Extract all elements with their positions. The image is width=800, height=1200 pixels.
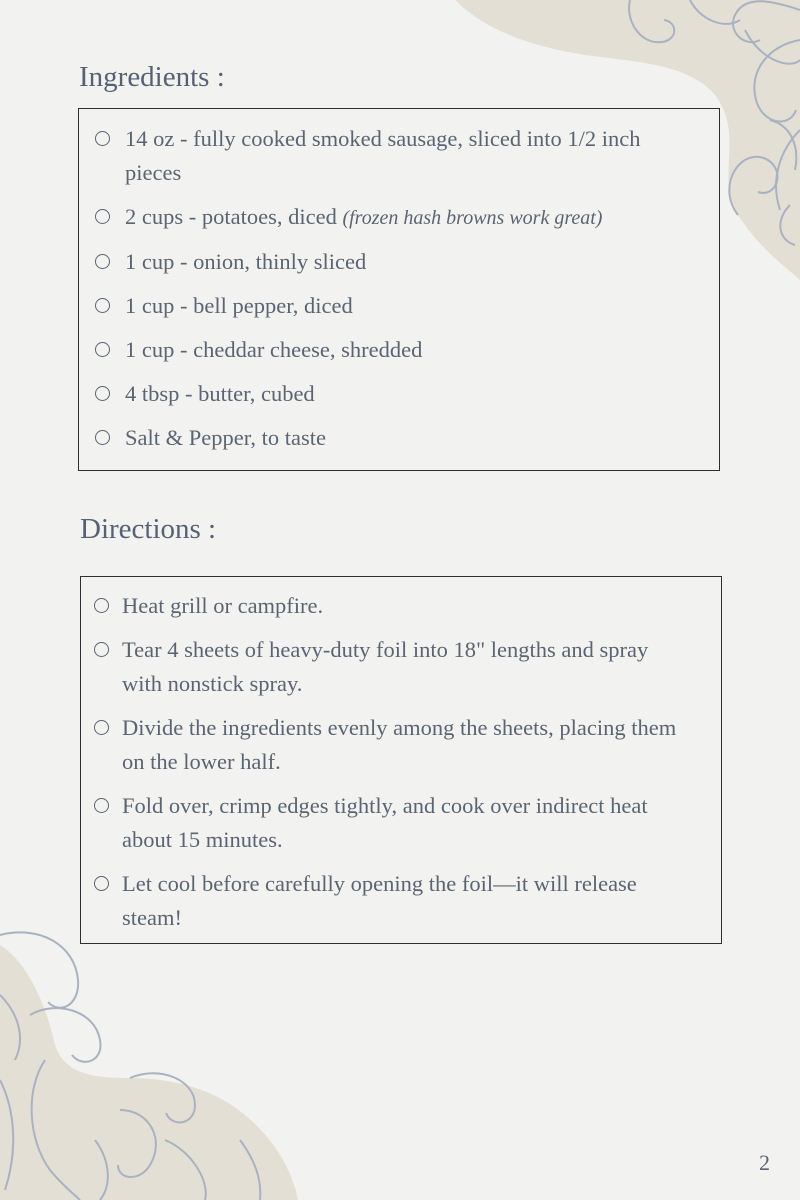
circle-checkbox-icon[interactable] — [94, 876, 109, 891]
ingredients-list — [95, 122, 689, 455]
ingredients-box — [78, 108, 720, 471]
direction-step — [94, 589, 691, 623]
ingredient-text: 1 cup - bell pepper, diced — [125, 293, 353, 318]
direction-step — [94, 711, 691, 779]
ingredient-item — [95, 289, 689, 323]
ingredient-text: 1 cup - onion, thinly sliced — [125, 249, 367, 274]
page-number: 2 — [759, 1150, 770, 1175]
ingredient-item — [95, 377, 689, 411]
ingredient-text: 4 tbsp - butter, cubed — [125, 381, 315, 406]
circle-checkbox-icon[interactable] — [95, 386, 110, 401]
direction-step — [94, 789, 691, 857]
ingredient-note: (frozen hash browns work great) — [342, 207, 603, 229]
ingredient-item — [95, 200, 689, 235]
ingredients-heading: Ingredients : — [79, 61, 225, 93]
direction-step — [94, 867, 691, 935]
circle-checkbox-icon[interactable] — [94, 598, 109, 613]
circle-checkbox-icon[interactable] — [95, 298, 110, 313]
ingredient-text: 14 oz - fully cooked smoked sausage, sliced into 1/2 inch pieces — [125, 126, 641, 185]
circle-checkbox-icon[interactable] — [95, 430, 110, 445]
circle-checkbox-icon[interactable] — [95, 254, 110, 269]
direction-text: Tear 4 sheets of heavy-duty foil into 18" lengths and spray with nonstick spray. — [122, 637, 649, 696]
ingredient-text: 1 cup - cheddar cheese, shredded — [125, 337, 423, 362]
circle-checkbox-icon[interactable] — [94, 720, 109, 735]
direction-step — [94, 633, 691, 701]
circle-checkbox-icon[interactable] — [95, 342, 110, 357]
circle-checkbox-icon[interactable] — [94, 798, 109, 813]
direction-text: Fold over, crimp edges tightly, and cook over indirect heat about 15 minutes. — [122, 793, 648, 852]
circle-checkbox-icon[interactable] — [95, 209, 110, 224]
direction-text: Let cool before carefully opening the foil—it will release steam! — [122, 871, 637, 930]
ingredient-item — [95, 122, 689, 190]
circle-checkbox-icon[interactable] — [94, 642, 109, 657]
directions-box — [80, 576, 722, 944]
directions-list — [94, 589, 691, 935]
directions-heading: Directions : — [80, 513, 217, 545]
ingredient-item — [95, 245, 689, 279]
direction-text: Heat grill or campfire. — [122, 593, 324, 618]
ingredient-text: 2 cups - potatoes, diced — [125, 204, 343, 229]
ingredient-item — [95, 421, 689, 455]
ingredient-text: Salt & Pepper, to taste — [125, 425, 326, 450]
ingredient-item — [95, 333, 689, 367]
circle-checkbox-icon[interactable] — [95, 131, 110, 146]
direction-text: Divide the ingredients evenly among the sheets, placing them on the lower half. — [122, 715, 677, 774]
